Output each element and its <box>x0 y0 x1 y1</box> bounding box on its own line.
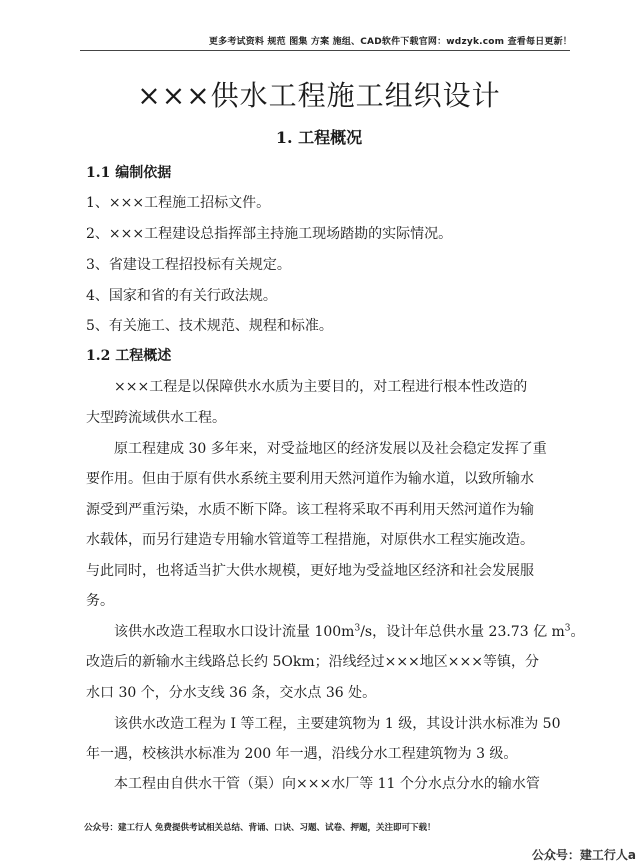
superscript: 3 <box>354 623 361 634</box>
paragraph-line: 水载体，而另行建造专用输水管道等工程措施，对原供水工程实施改造。 <box>86 532 534 548</box>
paragraph-line: 源受到严重污染，水质不断下降。该工程将采取不再利用天然河道作为输 <box>86 502 534 518</box>
list-item: 1、×××工程施工招标文件。 <box>86 195 271 211</box>
list-item: 4、国家和省的有关行政法规。 <box>86 288 277 304</box>
heading-1-1: 1.1 编制依据 <box>86 165 172 181</box>
header-note: 更多考试资料 规范 图集 方案 施组、CAD软件下载官网：wdzyk.com 查看每日更新！ <box>208 37 572 47</box>
paragraph-line: 务。 <box>86 593 114 609</box>
paragraph-line: 该供水改造工程为 I 等工程，主要建筑物为 1 级，其设计洪水标准为 50 <box>114 716 561 732</box>
paragraph-line: 大型跨流域供水工程。 <box>86 410 226 426</box>
list-item: 3、省建设工程招投标有关规定。 <box>86 257 291 273</box>
paragraph-line: 本工程由自供水干管（渠）向×××水厂等 11 个分水点分水的输水管 <box>114 776 540 792</box>
paragraph-line <box>114 621 585 641</box>
footer-note: 公众号：建工行人 免费提供考试相关总结、背诵、口诀、习题、试卷、押题，关注即可下载！ <box>84 823 436 833</box>
flow-text: 该供水改造工程取水口设计流量 100m <box>114 624 355 640</box>
document-title: ×××供水工程施工组织设计 <box>137 79 501 112</box>
watermark: 公众号：建工行人a <box>531 848 636 862</box>
paragraph-line: 原工程建成 30 多年来，对受益地区的经济发展以及社会稳定发挥了重 <box>114 441 547 457</box>
paragraph-line: 要作用。但由于原有供水系统主要利用天然河道作为输水道，以致所输水 <box>86 471 534 487</box>
list-item: 2、×××工程建设总指挥部主持施工现场踏勘的实际情况。 <box>86 226 453 242</box>
paragraph-line: 年一遇，校核洪水标准为 200 年一遇，沿线分水工程建筑物为 3 级。 <box>86 746 518 762</box>
paragraph-line: 改造后的新输水主线路总长约 5Okm；沿线经过×××地区×××等镇，分 <box>86 654 539 670</box>
section-title: 1. 工程概况 <box>275 128 363 147</box>
volume-text: /s，设计年总供水量 23.73 亿 m <box>360 624 565 640</box>
paragraph-line: 与此同时，也将适当扩大供水规模，更好地为受益地区经济和社会发展服 <box>86 563 534 579</box>
superscript: 3 <box>564 623 571 634</box>
paragraph-line: 水口 30 个，分水支线 36 条，交水点 36 处。 <box>86 685 377 701</box>
heading-1-2: 1.2 工程概述 <box>86 348 172 364</box>
list-item: 5、有关施工、技术规范、规程和标准。 <box>86 318 333 334</box>
header-rule <box>80 50 570 51</box>
paragraph-line: ×××工程是以保障供水水质为主要目的，对工程进行根本性改造的 <box>114 379 528 395</box>
period: 。 <box>570 624 585 640</box>
